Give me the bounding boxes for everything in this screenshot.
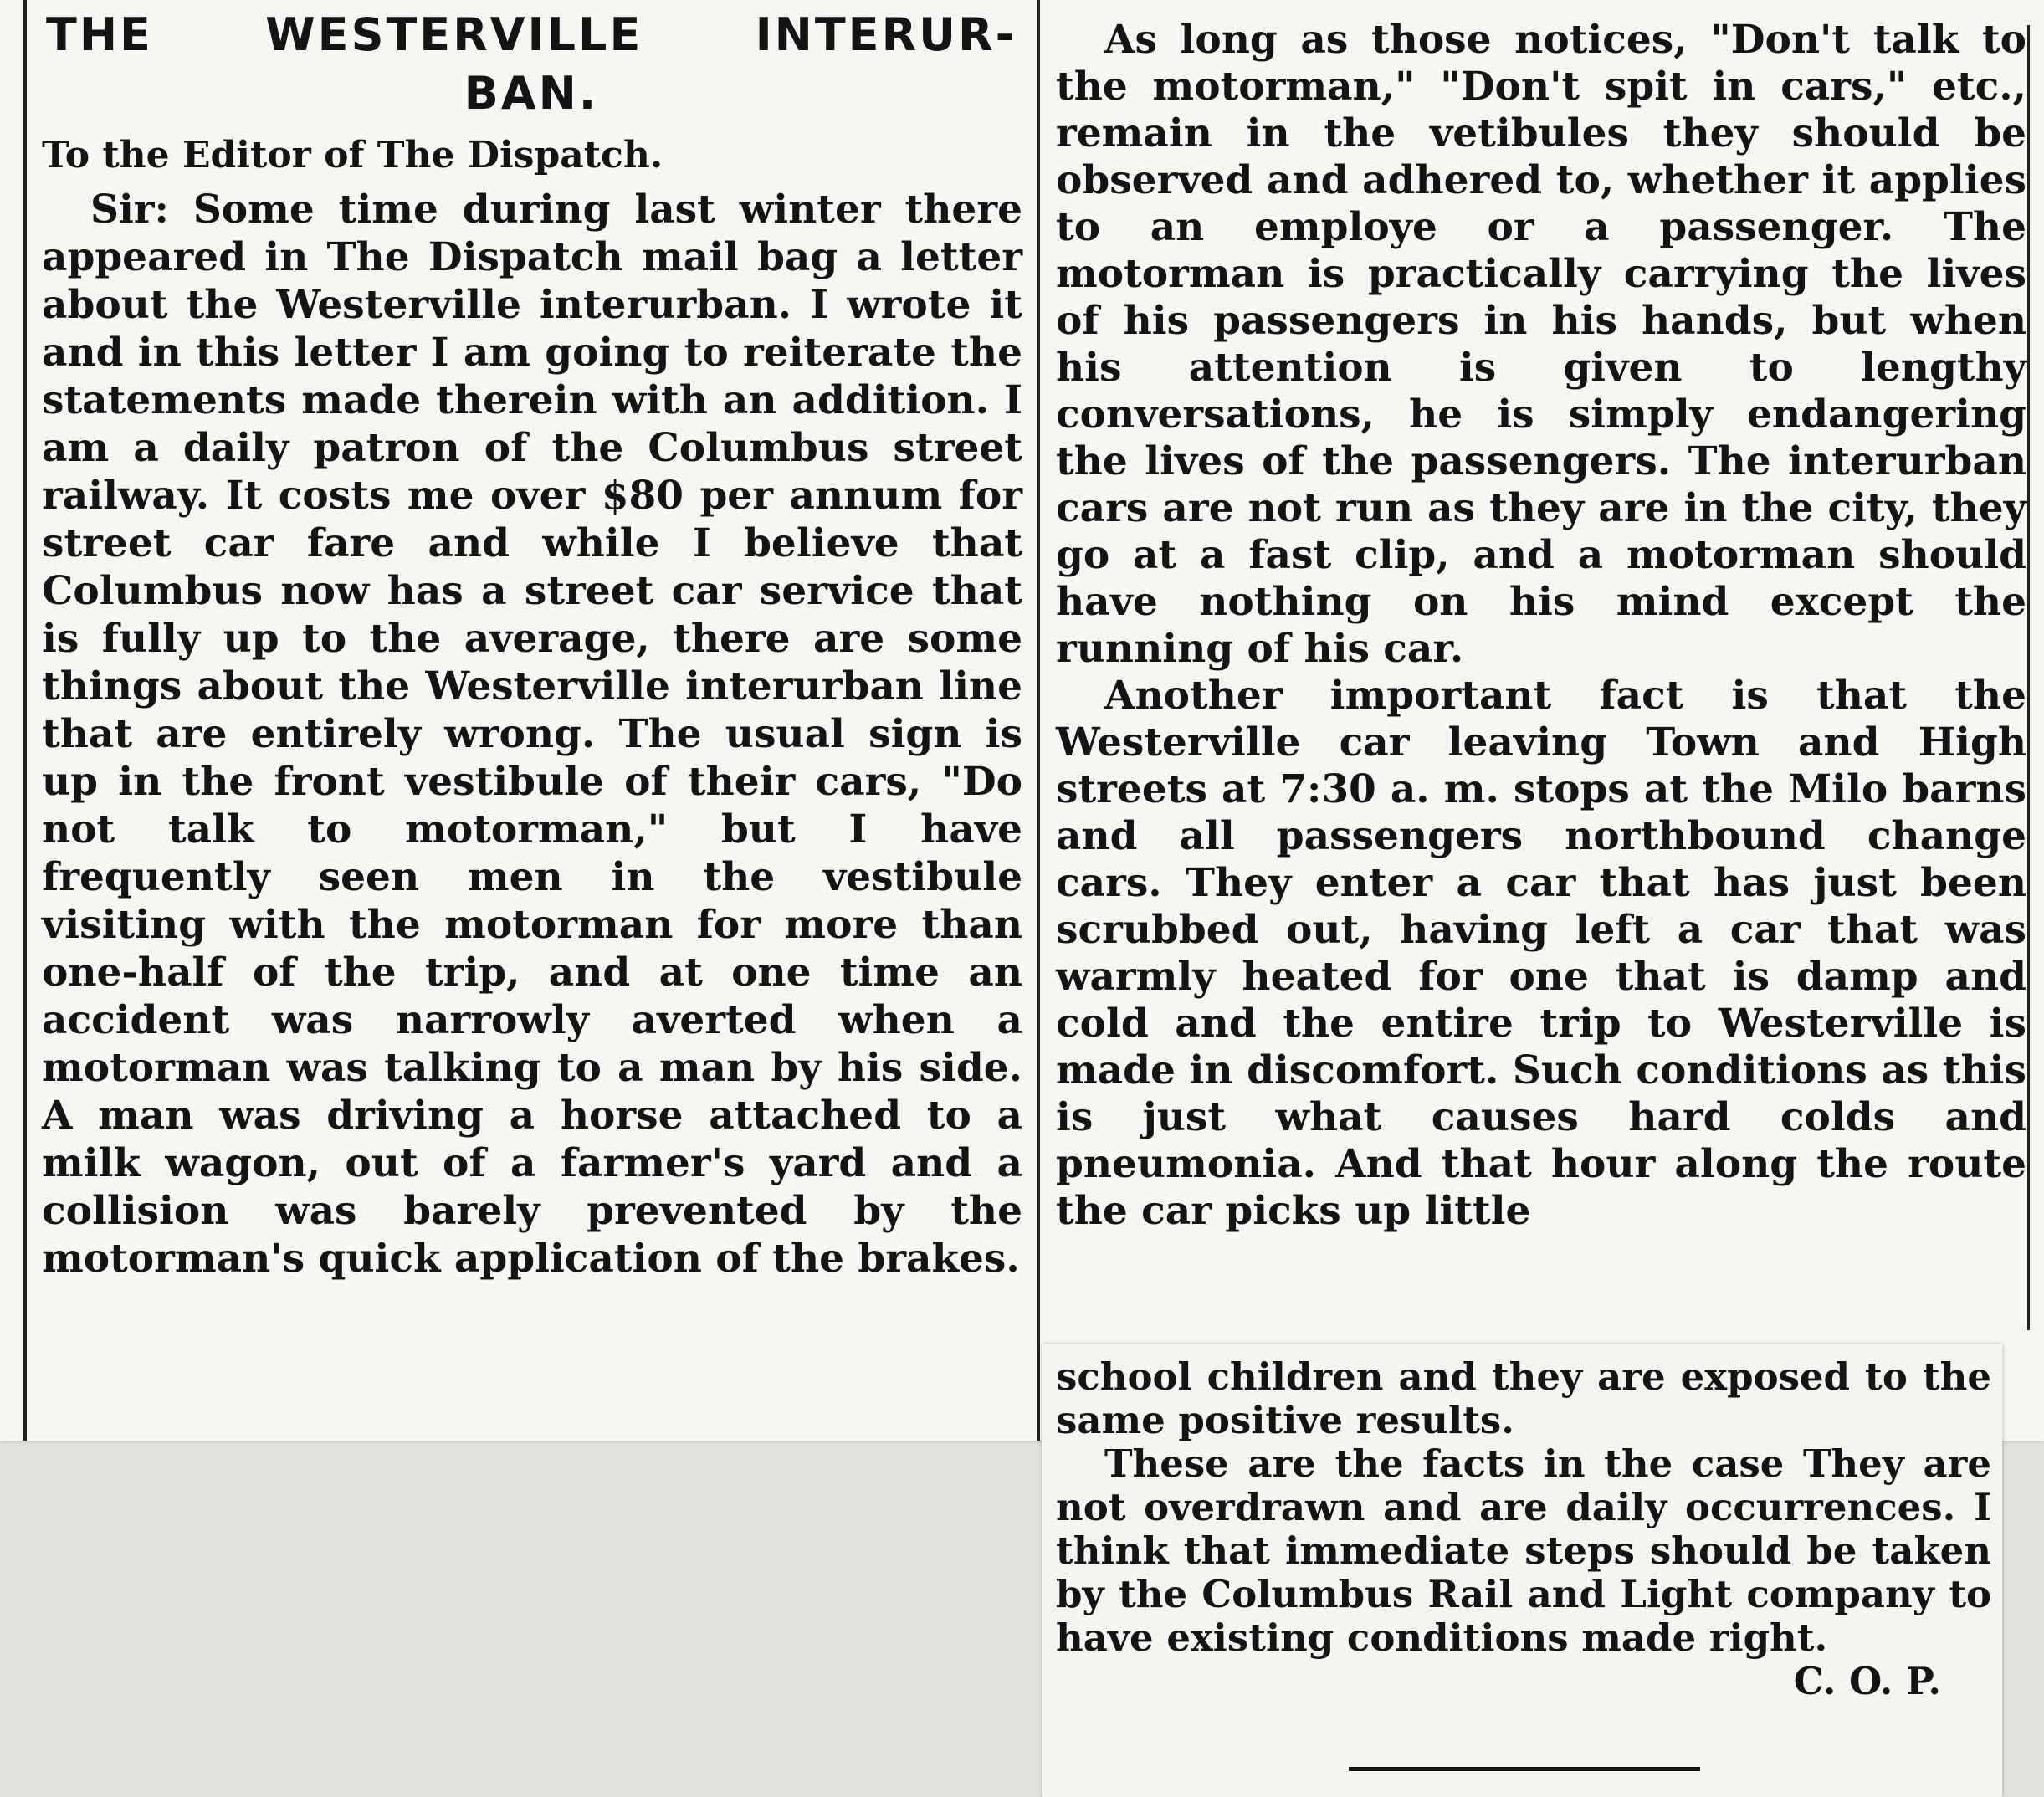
column-rule-left: [23, 0, 27, 1441]
closing-rule: [1349, 1767, 1700, 1771]
left-column: [42, 186, 1022, 1282]
headline-line2: BAN.: [464, 67, 599, 120]
headline-line1: THE WESTERVILLE INTERUR-: [46, 8, 1017, 61]
right-paragraph-2: Another important fact is that the Westerville car leaving Town and High streets at 7:30 a. m. stops at the Milo barns and all passengers northbound change cars. They enter a car that has just been scrubbed out, having left a car that was warmly heated for one that is damp and cold and the entire trip to Westerville is made in discomfort. Such conditions as this is just what causes hard colds and pneumonia. And that hour along the route the car picks up little: [1056, 673, 2026, 1234]
right-paragraph-1: As long as those notices, "Don't talk to the motorman," "Don't spit in cars," etc., remain in the vetibules they should be observed and adhered to, whether it applies to an employe or a passenger. The motorman is practically carrying the lives of his passengers in his hands, but when his attention is given to lengthy conversations, he is simply endangering the lives of the passengers. The interurban cars are not run as they are in the city, they go at a fast clip, and a motorman should have nothing on his mind except the running of his car.: [1056, 17, 2026, 672]
tail-column: [1056, 1355, 1991, 1703]
tail-paragraph-2: These are the facts in the case They are not overdrawn and are daily occurrences. I think that immediate steps should be taken by the Columbus Rail and Light company to have existing conditions made right.: [1056, 1441, 1991, 1660]
salutation: To the Editor of The Dispatch.: [42, 134, 663, 177]
column-rule-right: [2027, 25, 2030, 1330]
column-rule-center: [1037, 0, 1040, 1441]
tail-paragraph-1: school children and they are exposed to the same positive results.: [1056, 1354, 1991, 1442]
right-column: [1056, 17, 2026, 1235]
signature: C. O. P.: [1793, 1659, 1941, 1703]
left-paragraph: Sir: Some time during last winter there appeared in The Dispatch mail bag a letter about the Westerville interurban. I wrote it and in this letter I am going to reiterate the statements made therein with an addition. I am a daily patron of the Columbus street railway. It costs me over $80 per annum for street car fare and while I believe that Columbus now has a street car service that is fully up to the average, there are some things about the Westerville interurban line that are entirely wrong. The usual sign is up in the front vestibule of their cars, "Do not talk to motorman," but I have frequently seen men in the vestibule visiting with the motorman for more than one-half of the trip, and at one time an accident was narrowly averted when a motorman was talking to a man by his side. A man was driving a horse attached to a milk wagon, out of a farmer's yard and a collision was barely prevented by the motorman's quick application of the brakes.: [42, 187, 1022, 1282]
